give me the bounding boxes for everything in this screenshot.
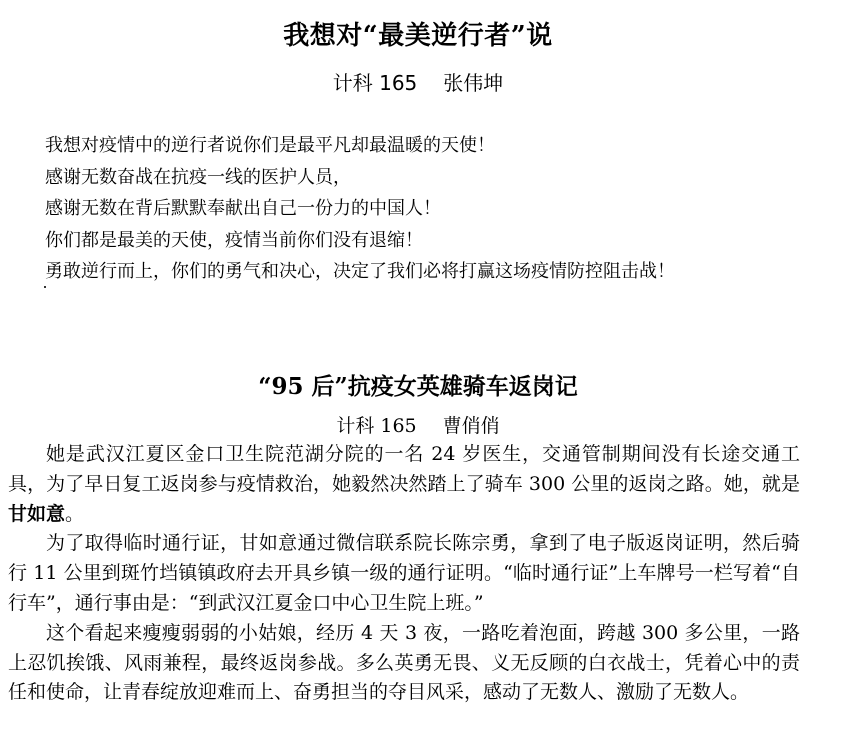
poem-line: 勇敢逆行而上，你们的勇气和决心，决定了我们必将打赢这场疫情防控阻击战！ — [45, 261, 675, 282]
article1-byline — [0, 68, 836, 98]
poem-line: 我想对疫情中的逆行者说你们是最平凡却最温暖的天使！ — [45, 135, 495, 156]
poem-line: 感谢无数奋战在抗疫一线的医护人员， — [45, 166, 351, 188]
article2-paragraph-1 — [8, 440, 800, 529]
article1-poem — [45, 130, 835, 288]
article2-paragraph-2: 为了取得临时通行证，甘如意通过微信联系院长陈宗勇，拿到了电子版返岗证明，然后骑行 11 公里到斑竹垱镇镇政府去开具乡镇一级的通行证明。“临时通行证”上车牌号一栏写着“自行车”，通行事由是：“到武汉江夏金口中心卫生院上班。” — [8, 532, 800, 614]
paragraph-text: 。 — [65, 502, 85, 525]
article2-author: 曹俏俏 — [442, 415, 500, 437]
article2-body — [8, 440, 800, 708]
poem-line: 感谢无数在背后默默奉献出自己一份力的中国人！ — [45, 198, 441, 219]
article1-author: 张伟坤 — [443, 71, 504, 95]
article2-byline — [0, 411, 836, 441]
article1-title: 我想对“最美逆行者”说 — [283, 21, 553, 51]
article2-paragraph-3: 这个看起来瘦瘦弱弱的小姑娘，经历 4 天 3 夜，一路吃着泡面，跨越 300 多公里，一路上忍饥挨饿、风雨兼程，最终返岗参战。多么英勇无畏、义无反顾的白衣战士，凭着心中的责任和使命，让青春绽放迎难而上、奋勇担当的夺目风采，感动了无数人、激励了无数人。 — [8, 621, 800, 704]
article2-class: 计科 165 — [336, 415, 417, 437]
heroine-name: 甘如意 — [8, 502, 66, 525]
paragraph-text: 她是武汉江夏区金口卫生院范湖分院的一名 24 岁医生，交通管制期间没有长途交通工具，为了早日复工返岗参与疫情救治，她毅然决然踏上了骑车 300 公里的返岗之路。她，就是 — [8, 443, 800, 495]
stray-mark — [44, 286, 46, 288]
article1-class: 计科 165 — [332, 71, 418, 95]
poem-line: 你们都是最美的天使，疫情当前你们没有退缩！ — [45, 229, 423, 251]
article2-title: “95 后”抗疫女英雄骑车返岗记 — [258, 373, 578, 400]
